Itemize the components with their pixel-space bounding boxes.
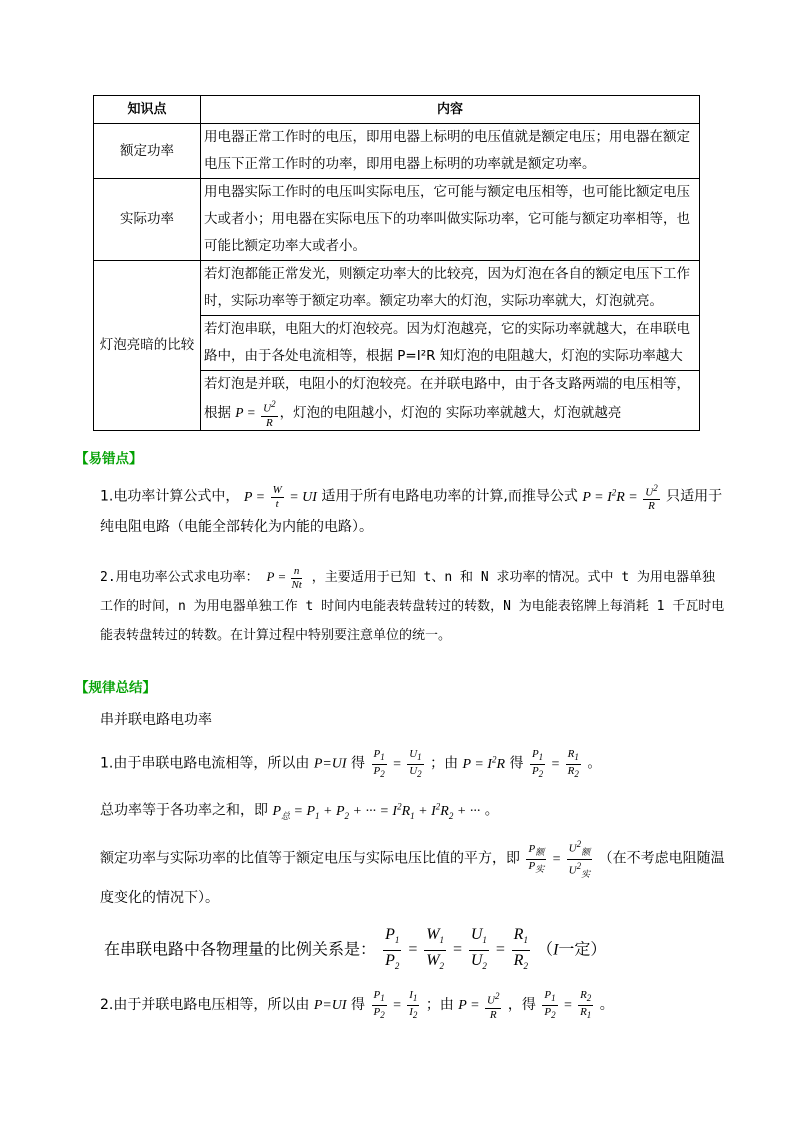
table-header-row: [94, 96, 700, 124]
header-topic: 知识点: [94, 96, 201, 124]
formula: $\frac{P_1}{P_2}$ = $\frac{W_1}{W_2}$ = $\frac{U_1}{U_2}$ = $\frac{R_1}{R_2}$: [385, 926, 528, 972]
paragraph-text: （在不考虑电阻随温度变化的情况下）。: [100, 850, 725, 906]
formula: $P = I^2R$: [462, 754, 506, 772]
row-content: 用电器实际工作时的电压叫实际电压，它可能与额定电压相等，也可能比额定电压大或者小；用电器在实际电压下的功率叫做实际功率，它可能与额定功率相等，也可能比额定功率大或者小。: [201, 179, 700, 261]
paragraph-text: 2.用电功率公式求电功率：: [100, 570, 259, 585]
paragraph-text: 在串联电路中各物理量的比例关系是：: [104, 939, 377, 959]
formula: $P = I^2R$ = $\frac{U^2}{R}$: [582, 482, 658, 513]
formula: $\frac{P_1}{P_2}$ = $\frac{R_2}{R_1}$: [544, 989, 592, 1021]
paragraph-text: ；由: [425, 996, 454, 1013]
section-summary: 【规律总结】: [75, 680, 156, 696]
header-content: 内容: [201, 96, 700, 124]
formula: P=UI: [313, 756, 347, 772]
paragraph-text: （: [537, 939, 554, 959]
row-topic: 灯泡亮暗的比较: [94, 261, 201, 431]
formula: $P_总 = P_1 + P_2$ + ··· = $I^2R_1 + I^2R_2$ + ···: [272, 801, 481, 821]
formula: $\frac{P_1}{P_2}$ = $\frac{R_1}{R_2}$: [531, 747, 579, 780]
summary-series-ratio: [104, 925, 729, 976]
content-text: ，灯泡的电阻越小，灯泡的 实际功率就越大，灯泡就越亮: [279, 404, 622, 421]
paragraph-text: 得: [351, 996, 366, 1013]
formula: P=UI: [313, 997, 347, 1013]
summary-series-1: [100, 744, 725, 781]
summary-total-power: [100, 791, 725, 831]
mistake-paragraph-2: [100, 562, 725, 650]
paragraph-text: 2.由于并联电路电压相等，所以由: [100, 996, 310, 1013]
knowledge-table: [93, 95, 700, 431]
paragraph-text: ，得: [507, 996, 536, 1013]
table-row: [94, 179, 700, 261]
paragraph-text: 。: [599, 996, 614, 1013]
row-content: [201, 371, 700, 431]
summary-heading: 串并联电路电功率: [100, 712, 212, 728]
row-topic: 额定功率: [94, 124, 201, 179]
paragraph-text: 。: [587, 755, 602, 772]
paragraph-text: 只适用于纯电阻电路（电能全部转化为内能的电路）。: [100, 488, 723, 536]
paragraph-text: 。: [484, 802, 499, 819]
summary-parallel: [100, 989, 725, 1022]
row-topic: 实际功率: [94, 179, 201, 261]
mistake-paragraph-1: [100, 478, 725, 541]
row-content: 用电器正常工作时的电压，即用电器上标明的电压值就是额定电压；用电器在额定电压下正常工作时的功率，即用电器上标明的功率就是额定功率。: [201, 124, 700, 179]
table-row: [94, 261, 700, 316]
row-content: 若灯泡都能正常发光，则额定功率大的比较亮，因为灯泡在各自的额定电压下工作时，实际功率等于额定功率。额定功率大的灯泡，实际功率就大，灯泡就亮。: [201, 261, 700, 316]
table-row: [94, 124, 700, 179]
formula: $\frac{P_1}{P_2}$ = $\frac{U_1}{U_2}$: [373, 747, 422, 780]
paragraph-text: 得: [509, 755, 524, 772]
formula: P = $\frac{W}{t}$ = UI: [243, 483, 317, 510]
paragraph-text: 1.电功率计算公式中，: [100, 488, 240, 505]
formula: P = $\frac{U^2}{R}$: [235, 399, 276, 429]
paragraph-text: 总功率等于各功率之和，即: [100, 802, 268, 819]
row-content: 若灯泡串联，电阻大的灯泡较亮。因为灯泡越亮，它的实际功率就越大，在串联电路中，由于各处电流相等，根据 P=I²R 知灯泡的电阻越大，灯泡的实际功率越大: [201, 316, 700, 371]
paragraph-text: ；由: [430, 755, 459, 772]
paragraph-text: 得: [351, 755, 366, 772]
section-easy-mistakes: 【易错点】: [75, 451, 143, 467]
formula: P = $\frac{U^2}{R}$: [458, 990, 500, 1021]
paragraph-text: ，主要适用于已知 t、n 和 N 求功率的情况。式中 t 为用电器单独工作的时间，n 为用电器单独工作 t 时间内电能表转盘转过的转数，N 为电能表铭牌上每消耗 1 千瓦时电能表转盘转过的转数。在计算过程中特别要注意单位的统一。: [100, 570, 725, 643]
content-text: 若灯泡是并联，电阻小的灯泡较亮。在并联电路中，由于各支路两端的电压相等，: [204, 376, 690, 392]
paragraph-text: 额定功率与实际功率的比值等于额定电压与实际电压比值的平方，即: [100, 850, 520, 867]
formula: P = $\frac{n}{Nt}$: [266, 564, 302, 591]
summary-rated-ratio: [100, 838, 725, 915]
formula: I: [553, 941, 559, 959]
content-text: 根据: [204, 404, 231, 421]
formula: $\frac{P_额}{P_实}$ = $\frac{U^2_额}{U^2_实}$: [528, 839, 591, 879]
paragraph-text: 一定）: [558, 939, 607, 959]
formula: $\frac{P_1}{P_2}$ = $\frac{I_1}{I_2}$: [373, 989, 418, 1021]
paragraph-text: 1.由于串联电路电流相等，所以由: [100, 755, 310, 772]
paragraph-text: 适用于所有电路电功率的计算,而推导公式: [321, 488, 578, 505]
